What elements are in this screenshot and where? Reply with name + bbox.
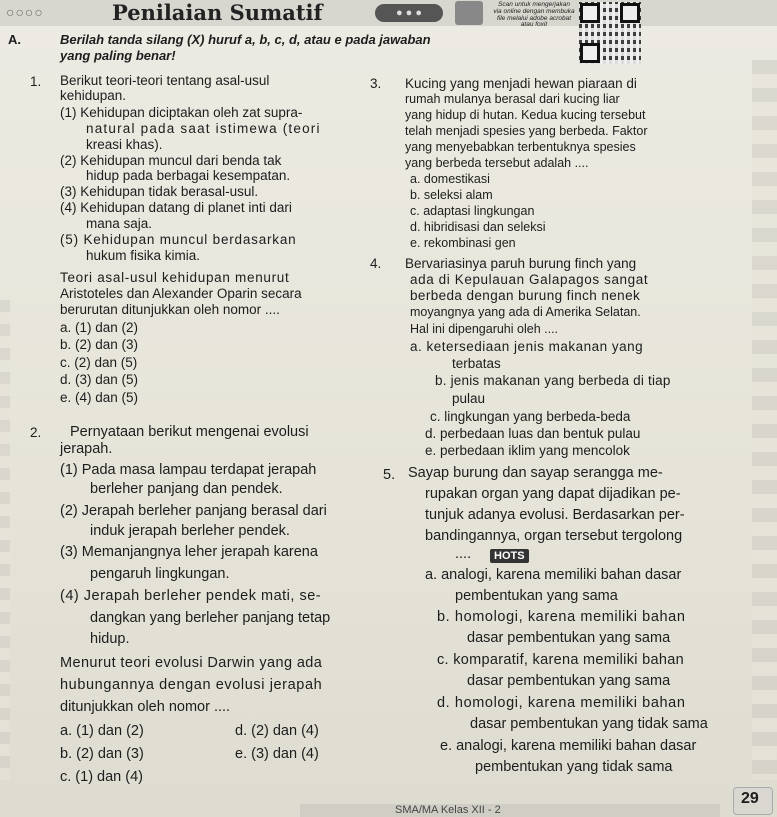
footer-text: SMA/MA Kelas XII - 2	[395, 804, 501, 816]
q4-option-a[interactable]: a. ketersediaan jenis makanan yang	[410, 339, 644, 354]
q5-option-c[interactable]: c. komparatif, karena memiliki bahan	[437, 652, 684, 668]
q2-statement: hidup.	[90, 631, 130, 647]
q2-stem: Pernyataan berikut mengenai evolusi	[70, 424, 309, 440]
footer-band	[300, 804, 720, 817]
q1-number: 1.	[30, 74, 42, 89]
q3-option-e[interactable]: e. rekombinasi gen	[410, 236, 516, 250]
q4-stem: moyangnya yang ada di Amerika Selatan.	[410, 305, 641, 319]
q5-option-a-cont: pembentukan yang sama	[455, 588, 618, 604]
page-edge-decoration	[752, 60, 777, 780]
q2-prompt: hubungannya dengan evolusi jerapah	[60, 677, 323, 693]
q2-statement: induk jerapah berleher pendek.	[90, 523, 290, 539]
page-edge-decoration	[0, 300, 10, 780]
q5-option-d-cont: dasar pembentukan yang tidak sama	[470, 716, 708, 732]
q3-stem: Kucing yang menjadi hewan piaraan di	[405, 76, 637, 91]
q5-option-c-cont: dasar pembentukan yang sama	[467, 673, 671, 689]
q4-stem: berbeda dengan burung finch nenek	[410, 288, 641, 303]
scan-instruction: Scan untuk mengerjakan via online dengan membuka file melalui adobe acrobat atau foxit	[493, 1, 575, 29]
q2-statement: berleher panjang dan pendek.	[90, 481, 283, 497]
q1-statement: (4) Kehidupan datang di planet inti dari	[60, 200, 292, 215]
section-label: A.	[8, 32, 21, 47]
q2-prompt: Menurut teori evolusi Darwin yang ada	[60, 655, 323, 671]
q4-option-e[interactable]: e. perbedaan iklim yang mencolok	[425, 443, 630, 458]
q2-option-c[interactable]: c. (1) dan (4)	[60, 769, 143, 785]
q5-option-e[interactable]: e. analogi, karena memiliki bahan dasar	[440, 738, 697, 754]
q3-number: 3.	[370, 76, 382, 91]
q2-statement: (4) Jerapah berleher pendek mati, se-	[60, 588, 322, 604]
q5-option-d[interactable]: d. homologi, karena memiliki bahan	[437, 695, 686, 711]
q1-statement: hukum fisika kimia.	[86, 248, 201, 263]
q3-option-b[interactable]: b. seleksi alam	[410, 188, 493, 202]
hots-label: HOTS	[490, 549, 529, 563]
q4-option-c[interactable]: c. lingkungan yang berbeda-beda	[430, 409, 631, 424]
q1-option-e[interactable]: e. (4) dan (5)	[60, 390, 139, 405]
q2-statement: (3) Memanjangnya leher jerapah karena	[60, 544, 318, 560]
q1-statement: kreasi khas).	[86, 137, 163, 152]
q2-statement: (2) Jerapah berleher panjang berasal dari	[60, 503, 327, 519]
q1-prompt: Aristoteles dan Alexander Oparin secara	[60, 286, 302, 301]
q1-stem: Berikut teori-teori tentang asal-usul	[60, 73, 270, 88]
q3-stem: telah menjadi spesies yang berbeda. Faktor	[405, 124, 648, 138]
q2-option-d[interactable]: d. (2) dan (4)	[235, 723, 319, 739]
q1-statement: (1) Kehidupan diciptakan oleh zat supra-	[60, 105, 303, 120]
q2-option-a[interactable]: a. (1) dan (2)	[60, 723, 144, 739]
q1-statement: mana saja.	[86, 216, 153, 231]
q5-number: 5.	[383, 467, 396, 483]
q2-stem: jerapah.	[60, 441, 113, 457]
q4-option-b[interactable]: b. jenis makanan yang berbeda di tiap	[435, 373, 671, 388]
qr-corner-icon	[580, 43, 600, 63]
q5-stem: ....	[455, 546, 472, 562]
q4-number: 4.	[370, 256, 382, 271]
q3-stem: rumah mulanya berasal dari kucing liar	[405, 92, 620, 106]
q1-statement: (2) Kehidupan muncul dari benda tak	[60, 153, 282, 168]
q4-stem: ada di Kepulauan Galapagos sangat	[410, 272, 649, 287]
q3-option-c[interactable]: c. adaptasi lingkungan	[410, 204, 535, 218]
q1-option-c[interactable]: c. (2) dan (5)	[60, 355, 138, 370]
q2-prompt: ditunjukkan oleh nomor ....	[60, 699, 231, 715]
instruction-text: Berilah tanda silang (X) huruf a, b, c, d, atau e pada jawaban	[60, 32, 431, 47]
q1-prompt: berurutan ditunjukkan oleh nomor ....	[60, 302, 280, 317]
q2-statement: dangkan yang berleher panjang tetap	[90, 610, 331, 626]
q1-statement: hidup pada berbagai kesempatan.	[86, 168, 291, 183]
instruction-text-2: yang paling benar!	[60, 48, 176, 63]
header-decoration-icon: ● ● ●	[375, 4, 443, 22]
page-title: Penilaian Sumatif	[112, 0, 323, 25]
q3-option-d[interactable]: d. hibridisasi dan seleksi	[410, 220, 546, 234]
q5-option-b-cont: dasar pembentukan yang sama	[467, 630, 671, 646]
q2-option-e[interactable]: e. (3) dan (4)	[235, 746, 319, 762]
q1-prompt: Teori asal-usul kehidupan menurut	[60, 270, 290, 285]
q1-statement: natural pada saat istimewa (teori	[86, 121, 321, 136]
q1-option-d[interactable]: d. (3) dan (5)	[60, 372, 139, 387]
book-icon	[455, 1, 483, 25]
q5-option-e-cont: pembentukan yang tidak sama	[475, 759, 673, 775]
q4-option-a-cont: terbatas	[452, 356, 501, 371]
hots-badge	[490, 546, 529, 564]
q5-stem: tunjuk adanya evolusi. Berdasarkan per-	[425, 507, 685, 523]
qr-corner-icon	[620, 3, 640, 23]
q5-stem: rupakan organ yang dapat dijadikan pe-	[425, 486, 681, 502]
q4-stem: Bervariasinya paruh burung finch yang	[405, 256, 637, 271]
q1-option-b[interactable]: b. (2) dan (3)	[60, 337, 139, 352]
q3-stem: yang hidup di hutan. Kedua kucing tersebut	[405, 108, 646, 122]
header-dots: ○○○○	[6, 4, 44, 20]
q3-option-a[interactable]: a. domestikasi	[410, 172, 490, 186]
q5-option-a[interactable]: a. analogi, karena memiliki bahan dasar	[425, 567, 682, 583]
q5-option-b[interactable]: b. homologi, karena memiliki bahan	[437, 609, 686, 625]
q1-option-a[interactable]: a. (1) dan (2)	[60, 320, 139, 335]
q2-statement: (1) Pada masa lampau terdapat jerapah	[60, 462, 317, 478]
q2-statement: pengaruh lingkungan.	[90, 566, 230, 582]
q5-stem: Sayap burung dan sayap serangga me-	[408, 465, 663, 481]
q2-number: 2.	[30, 425, 42, 440]
q3-stem: yang menyebabkan terbentuknya spesies	[405, 140, 636, 154]
q4-stem: Hal ini dipengaruhi oleh ....	[410, 322, 559, 336]
q5-stem: bandingannya, organ tersebut tergolong	[425, 528, 683, 544]
q4-option-b-cont: pulau	[452, 391, 486, 406]
q4-option-d[interactable]: d. perbedaan luas dan bentuk pulau	[425, 426, 641, 441]
page-number: 29	[741, 790, 759, 807]
q1-stem: kehidupan.	[60, 88, 127, 103]
q1-statement: (3) Kehidupan tidak berasal-usul.	[60, 184, 259, 199]
q2-option-b[interactable]: b. (2) dan (3)	[60, 746, 144, 762]
q3-stem: yang berbeda tersebut adalah ....	[405, 156, 589, 170]
q1-statement: (5) Kehidupan muncul berdasarkan	[60, 232, 297, 247]
qr-corner-icon	[580, 3, 600, 23]
